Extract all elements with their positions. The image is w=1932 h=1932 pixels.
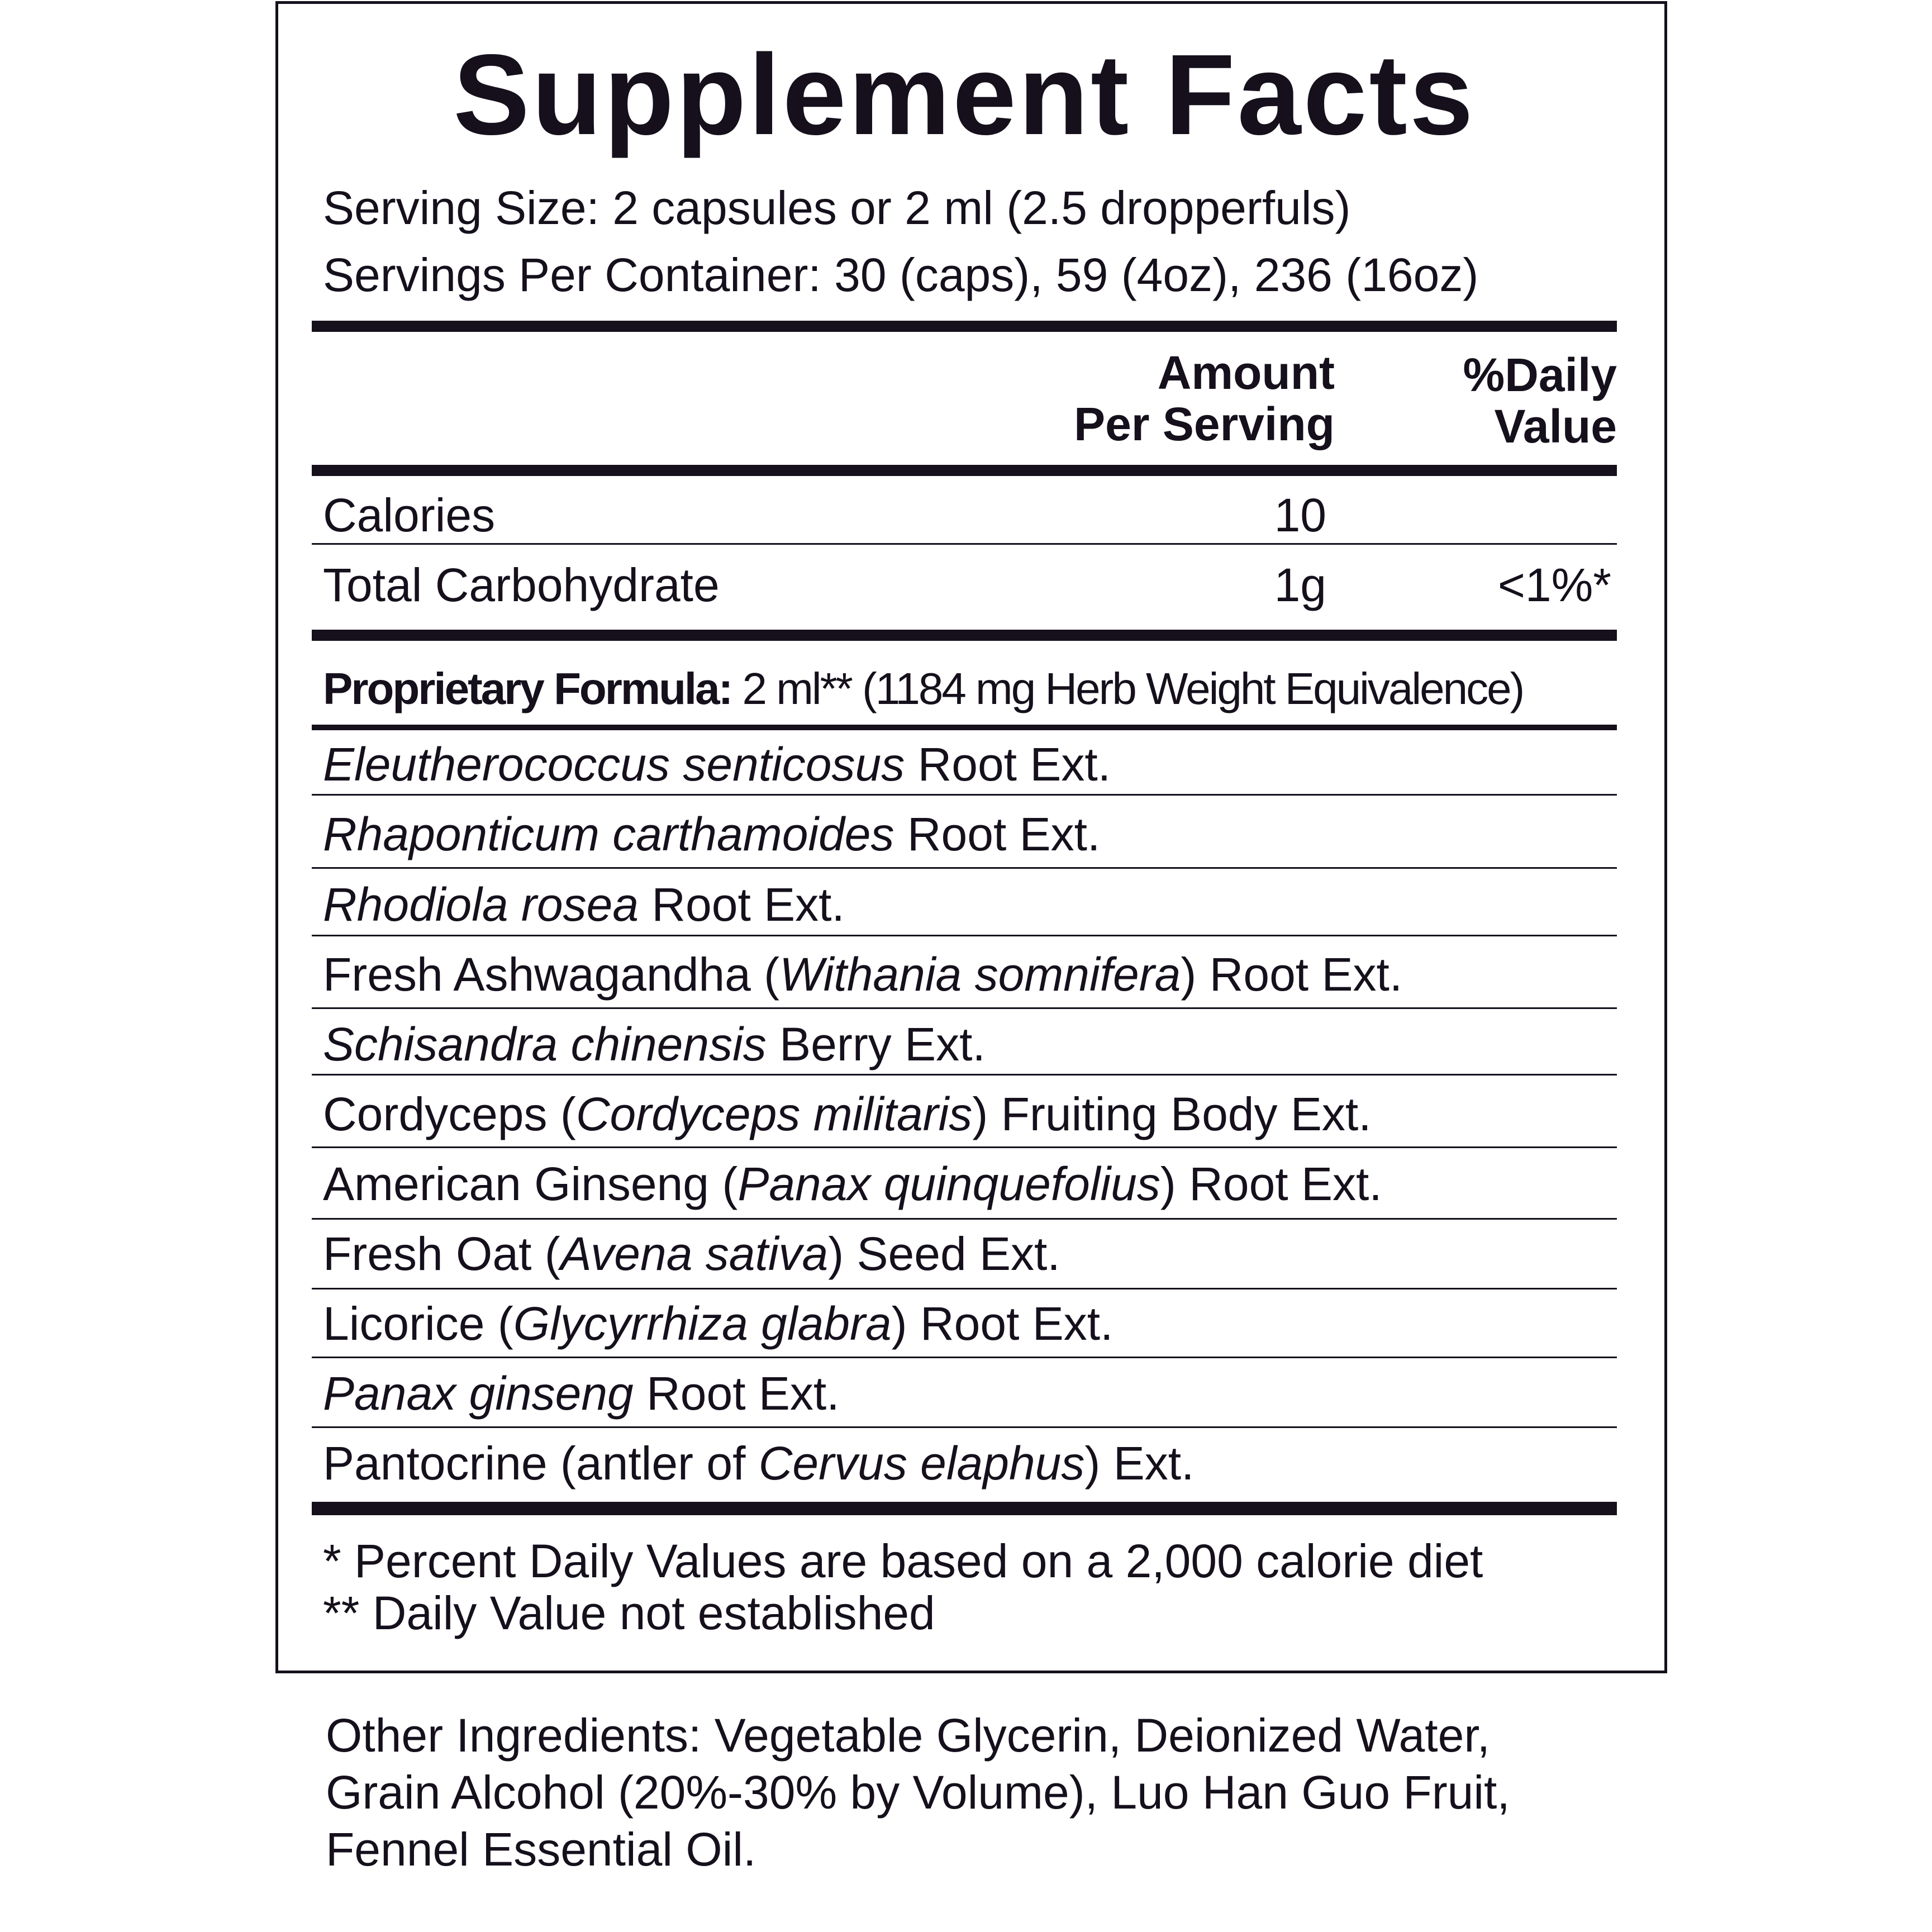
amount-header-line1: Amount <box>1157 346 1335 399</box>
ingredient-item: Rhodiola rosea Root Ext. <box>323 878 845 931</box>
other-ingredients <box>326 1707 1678 1878</box>
thin-divider <box>312 1426 1617 1428</box>
ingredient-item: Panax ginseng Root Ext. <box>323 1367 840 1420</box>
nutrient-row <box>323 559 1617 611</box>
dv-header-line2: Value <box>1494 400 1617 453</box>
thick-divider <box>312 321 1617 332</box>
thin-divider <box>312 1007 1617 1009</box>
ingredient-item: Fresh Oat (Avena sativa) Seed Ext. <box>323 1227 1060 1280</box>
ingredient-item: Pantocrine (antler of Cervus elaphus) Ext. <box>323 1437 1195 1490</box>
footnote-not-established: ** Daily Value not established <box>323 1587 935 1639</box>
footnote-daily-values: * Percent Daily Values are based on a 2,000 calorie diet <box>323 1535 1483 1587</box>
other-ingredients-line: Grain Alcohol (20%-30% by Volume), Luo Han Guo Fruit, <box>326 1766 1510 1819</box>
thin-divider <box>312 794 1617 796</box>
thick-divider <box>312 1502 1617 1515</box>
panel-title: Supplement Facts <box>453 31 1476 159</box>
nutrient-amount: 1g <box>1274 559 1326 611</box>
servings-per-container: Servings Per Container: 30 (caps), 59 (4oz), 236 (16oz) <box>323 249 1479 301</box>
ingredient-item: Eleutherococcus senticosus Root Ext. <box>323 738 1111 791</box>
thin-divider <box>312 1146 1617 1148</box>
thick-divider <box>312 465 1617 476</box>
thin-divider <box>312 1288 1617 1289</box>
supplement-facts-panel <box>275 1 1667 1673</box>
thin-divider <box>312 935 1617 936</box>
formula-label: Proprietary Formula: <box>323 664 732 713</box>
nutrient-name: Calories <box>323 489 496 541</box>
thin-divider <box>312 1218 1617 1220</box>
thin-divider <box>312 543 1617 545</box>
nutrient-daily-value: <1%* <box>1497 559 1611 611</box>
other-ingredients-line: Other Ingredients: Vegetable Glycerin, Deionized Water, <box>326 1709 1491 1762</box>
thin-divider <box>312 1357 1617 1358</box>
nutrient-amount: 10 <box>1274 489 1326 541</box>
daily-value-header <box>1463 349 1617 452</box>
serving-size: Serving Size: 2 capsules or 2 ml (2.5 dropperfuls) <box>323 182 1351 234</box>
nutrient-name: Total Carbohydrate <box>323 559 720 611</box>
dv-header-line1: %Daily <box>1463 349 1617 401</box>
formula-detail: 2 ml** (1184 mg Herb Weight Equivalence) <box>731 664 1524 713</box>
ingredient-item: Cordyceps (Cordyceps militaris) Fruiting Body Ext. <box>323 1088 1372 1140</box>
thin-divider <box>312 1074 1617 1076</box>
thick-divider <box>312 630 1617 641</box>
amount-per-serving-header <box>1074 347 1335 450</box>
proprietary-formula <box>323 664 1524 713</box>
ingredient-item: Fresh Ashwagandha (Withania somnifera) Root Ext. <box>323 948 1403 1001</box>
nutrient-row <box>323 489 1617 541</box>
medium-divider <box>312 725 1617 730</box>
amount-header-line2: Per Serving <box>1074 398 1335 450</box>
ingredient-item: Schisandra chinensis Berry Ext. <box>323 1018 986 1070</box>
thin-divider <box>312 867 1617 869</box>
ingredient-item: Rhaponticum carthamoides Root Ext. <box>323 808 1101 860</box>
other-ingredients-line: Fennel Essential Oil. <box>326 1823 756 1876</box>
ingredient-item: Licorice (Glycyrrhiza glabra) Root Ext. <box>323 1297 1113 1350</box>
ingredient-item: American Ginseng (Panax quinquefolius) Root Ext. <box>323 1158 1382 1210</box>
